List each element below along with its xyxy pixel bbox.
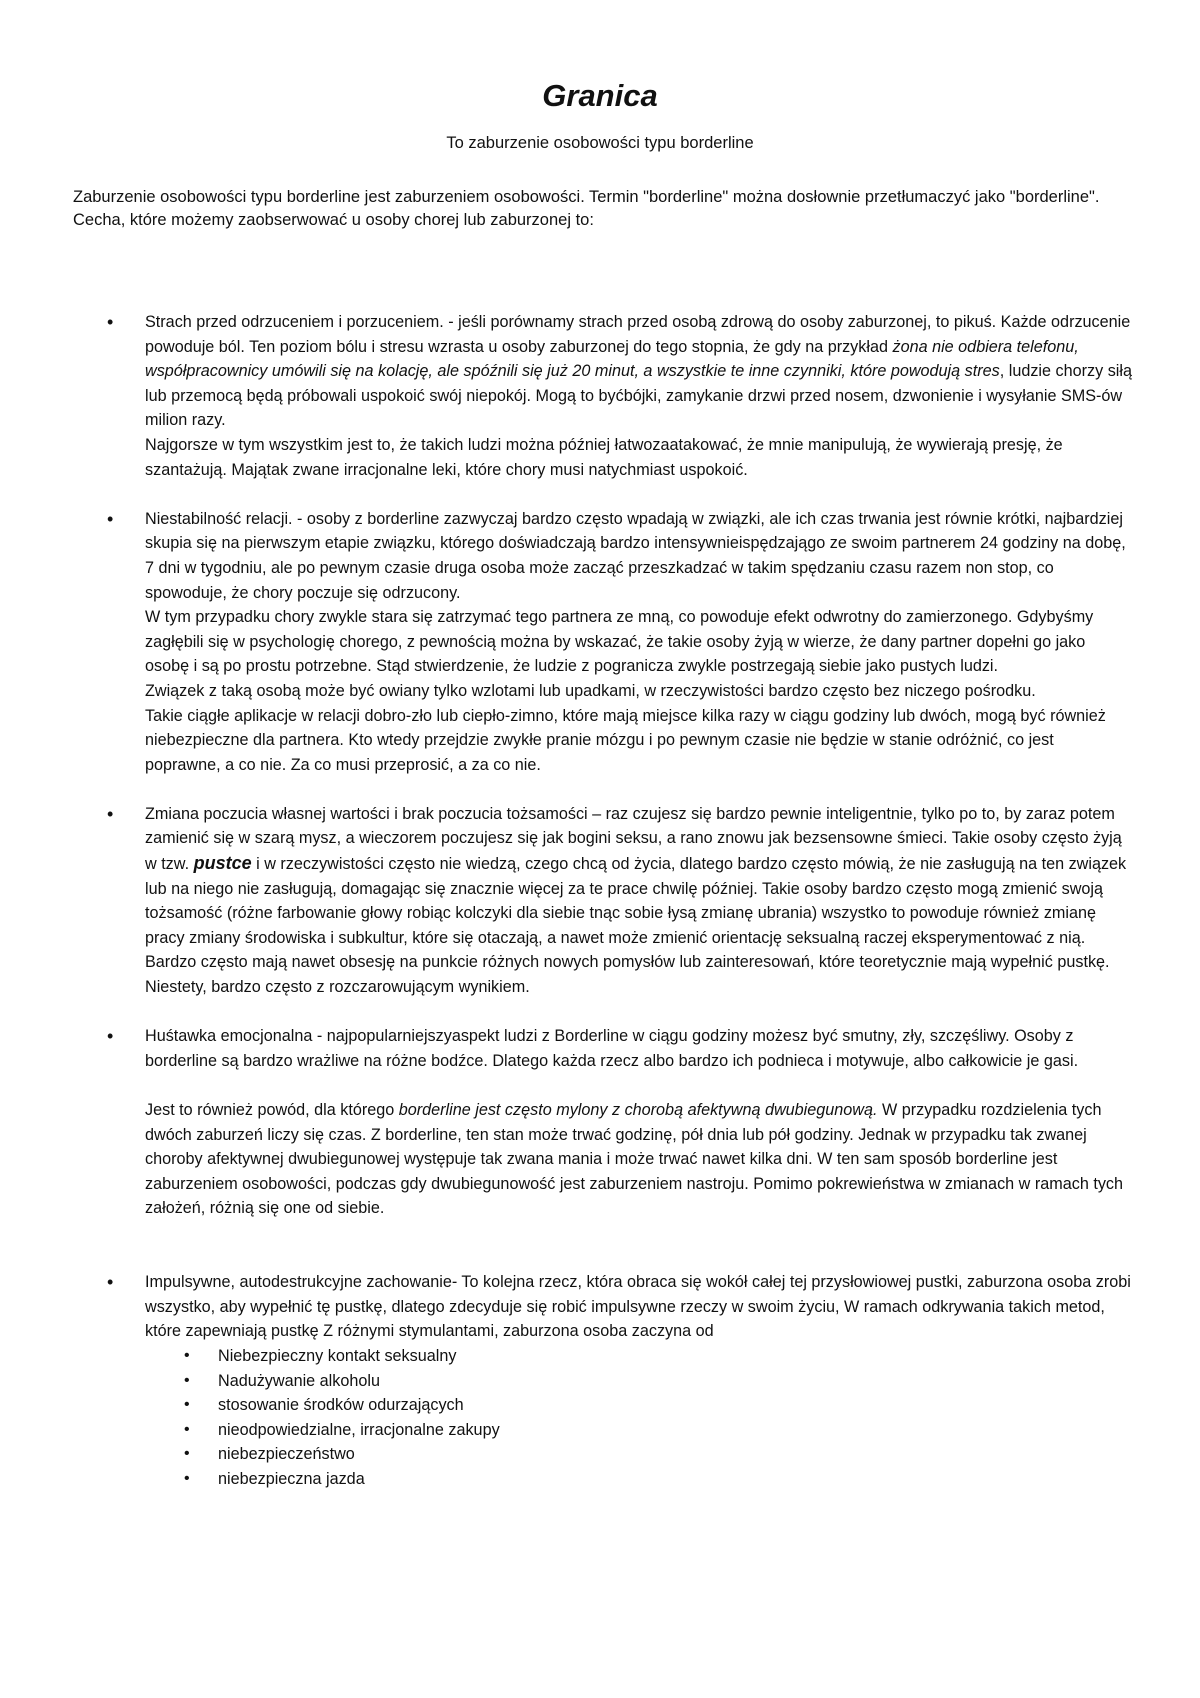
item-paragraph: Strach przed odrzuceniem i porzuceniem. - jeśli porównamy strach przed osobą zdrową do osoby zaburzonej, to pikuś. Każde odrzucenie powoduje ból. Ten poziom bólu i stresu wzrasta u osoby zaburzonej do tego stopnia, że gdy na przykład żona nie odbiera telefonu, współpracownicy umówili się na kolację, ale spóźnili się już 20 minut, a wszystkie te inne czynniki, które powodują stres, ludzie chorzy siłą lub przemocą będą próbowali uspokoić swój niepokój. Mogą to byćbójki, zamykanie drzwi przed nosem, dzwonienie i wysyłanie SMS-ów milion razy. xyxy=(145,313,1132,430)
bullet-icon: • xyxy=(107,803,114,824)
bullet-icon: • xyxy=(184,1346,190,1364)
bullet-icon: • xyxy=(107,312,114,332)
intro-section xyxy=(73,186,1133,232)
sublist-item: • niebezpieczna jazda xyxy=(145,1467,1133,1492)
item-paragraph: Huśtawka emocjonalna - najpopularniejszyaspekt ludzi z Borderline w ciągu godziny możesz być smutny, zły, szczęśliwy. Osoby z borderline są bardzo wrażliwe na różne bodźce. Dlatego każda rzecz albo bardzo ich podnieca i motywuje, albo całkowicie je gasi. xyxy=(145,1027,1079,1070)
item-paragraph: Impulsywne, autodestrukcyjne zachowanie- To kolejna rzecz, która obraca się wokół całej tej przysłowiowej pustki, zaburzona osoba zrobi wszystko, aby wypełnić tę pustkę, dlatego zdecyduje się robić impulsywne rzeczy w swoim życiu, W ramach odkrywania takich metod, które zapewniają pustkę Z różnymi stymulantami, zaburzona osoba zaczyna od xyxy=(145,1273,1131,1341)
document-subtitle: To zaburzenie osobowości typu borderline xyxy=(446,134,754,152)
item-paragraph: Niestabilność relacji. - osoby z borderline zazwyczaj bardzo często wpadają w związki, ale ich czas trwania jest równie krótki, najbardziej skupia się na pierwszym etapie związku, którego doświadczają bardzo intensywnieispędzajągo ze swoim partnerem 24 godziny na dobę, 7 dni w tygodniu, ale po pewnym czasie druga osoba może zacząć przeszkadzać w takim spędzaniu czasu razem non stop, co spowoduje, że chory poczuje się odrzucony. xyxy=(145,509,1126,602)
bullet-icon: • xyxy=(107,1026,114,1047)
item-paragraph: Najgorsze w tym wszystkim jest to, że takich ludzi można później łatwozaatakować, że mnie manipulują, że wywierają presję, że szantażują. Majątak zwane irracjonalne leki, które chory musi natychmiast uspokoić. xyxy=(145,435,1063,479)
intro-paragraph: Zaburzenie osobowości typu borderline jest zaburzeniem osobowości. Termin "borderline" można dosłownie przetłumaczyć jako "borderline". xyxy=(73,188,1100,206)
behavior-sublist xyxy=(145,1344,1133,1492)
list-item xyxy=(73,507,1133,778)
bullet-icon: • xyxy=(184,1396,190,1414)
bullet-icon: • xyxy=(184,1469,190,1487)
list-item xyxy=(73,1270,1133,1491)
bullet-icon: • xyxy=(107,1272,114,1293)
item-paragraph: Zmiana poczucia własnej wartości i brak poczucia tożsamości – raz czujesz się bardzo pewnie inteligentnie, tylko po to, by zaraz potem zamienić się w szarą mysz, a wieczorem poczujesz się jak bogini seksu, a rano znowu jak bezsensowne śmieci. Takie osoby często żyją w tzw. pustce i w rzeczywistości często nie wiedzą, czego chcą od życia, dlatego bardzo często mówią, że nie zasługują na ten związek lub na niego nie zasługują, domagając się znacznie więcej za te prace chwilę później. Takie osoby bardzo często mogą zmienić swoją tożsamość (różne farbowanie głowy robiąc kolczyki dla siebie tnąc sobie łysą zmianę ubrania) wszystko to powoduje również zmianę pracy zmiany środowiska i subkultur, które się otaczają, a nawet może zmienić orientację seksualną raczej eksperymentować z nią. Bardzo często mają nawet obsesję na punkcie różnych nowych pomysłów lub zainteresowań, które teoretycznie mają wypełnić pustkę. Niestety, bardzo często z rozczarowującym wynikiem. xyxy=(145,804,1127,997)
item-paragraph: Jest to również powód, dla którego borderline jest często mylony z chorobą afektywną dwubiegunową. W przypadku rozdzielenia tych dwóch zaburzeń liczy się czas. Z borderline, ten stan może trwać godzinę, pół dnia lub pół godziny. Jednak w przypadku tak zwanej choroby afektywnej dwubiegunowej występuje tak zwana mania i może trwać nawet kilka dni. W ten sam sposób borderline jest zaburzeniem osobowości, podczas gdy dwubiegunowość jest zaburzeniem nastroju. Pomimo pokrewieństwa w zmianach w ramach tych założeń, różnią się one od siebie. xyxy=(145,1101,1124,1218)
item-paragraph: Takie ciągłe aplikacje w relacji dobro-zło lub ciepło-zimno, które mają miejsce kilka razy w ciągu godziny lub dwóch, mogą być również niebezpieczne dla partnera. Kto wtedy przejdzie zwykłe pranie mózgu i po pewnym czasie nie będzie w stanie odróżnić, co jest poprawne, a co nie. Za co musi przeprosić, a za co nie. xyxy=(145,706,1106,774)
bullet-icon: • xyxy=(107,508,114,529)
document-title: Granica xyxy=(542,78,658,113)
item-paragraph: W tym przypadku chory zwykle stara się zatrzymać tego partnera ze mną, co powoduje efekt odwrotny do zamierzonego. Gdybyśmy zagłębili się w psychologię chorego, z pewnością można by wskazać, że takie osoby żyją w wierze, że dany partner dopełni go jako osobę i są po prostu potrzebne. Stąd stwierdzenie, że ludzie z pogranicza zwykle postrzegają siebie jako pustych ludzi. xyxy=(145,608,1094,676)
sublist-item: • Nadużywanie alkoholu xyxy=(145,1369,1133,1394)
list-item xyxy=(73,802,1133,1000)
bullet-icon: • xyxy=(184,1371,190,1389)
sublist-item: • niebezpieczeństwo xyxy=(145,1442,1133,1467)
item-paragraph: Związek z taką osobą może być owiany tylko wzlotami lub upadkami, w rzeczywistości bardzo często bez niczego pośrodku. xyxy=(145,681,1036,700)
sublist-item: • Niebezpieczny kontakt seksualny xyxy=(145,1344,1133,1369)
sublist-item: • nieodpowiedzialne, irracjonalne zakupy xyxy=(145,1418,1133,1443)
bullet-icon: • xyxy=(184,1445,190,1463)
intro-paragraph: Cecha, które możemy zaobserwować u osoby chorej lub zaburzonej to: xyxy=(73,211,594,229)
list-item xyxy=(73,1024,1133,1221)
sublist-item: • stosowanie środków odurzających xyxy=(145,1393,1133,1418)
bullet-icon: • xyxy=(184,1420,190,1438)
symptom-list xyxy=(73,310,1133,1492)
list-item xyxy=(73,310,1133,482)
